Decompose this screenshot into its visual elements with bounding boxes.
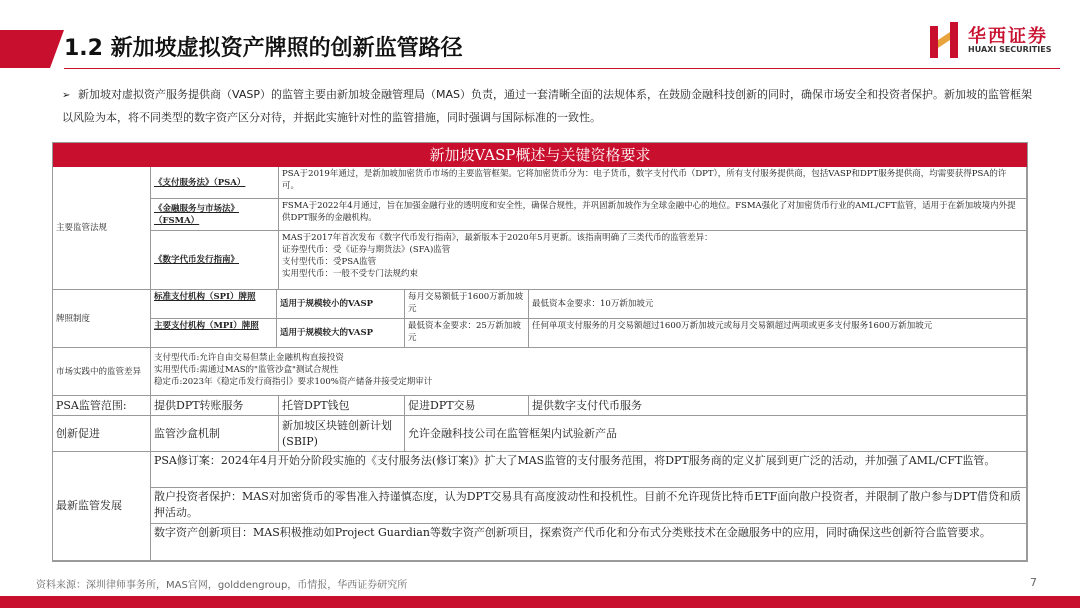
- title-accent-bar: [0, 30, 50, 68]
- guide-line: 支付型代币：受PSA监管: [282, 257, 377, 267]
- row-label-laws: 主要监管法规: [53, 167, 151, 290]
- license-mpi-name: 主要支付机构（MPI）牌照: [151, 319, 277, 348]
- market-line: 稳定币:2023年《稳定币发行商指引》要求100%资产储备并接受定期审计: [154, 377, 433, 387]
- logo-chinese-name: 华西证券: [968, 26, 1048, 47]
- latest-item-psa: PSA修订案：2024年4月开始分阶段实施的《支付服务法(修订案)》扩大了MAS监管的支付服务范围，将DPT服务商的定义扩展到更广泛的活动，并加强了AML/CFT监管。: [151, 452, 1027, 488]
- guide-line: 实用型代币：一般不受专门法规约束: [282, 269, 419, 279]
- license-mpi-scope: 适用于规模较大的VASP: [277, 319, 405, 348]
- license-mpi-volume: 任何单项支付服务的月交易额超过1600万新加坡元或每月交易额超过两项或更多支付服务1600万新加坡元: [529, 319, 1027, 348]
- market-line: 实用型代币:需通过MAS的"监管沙盒"测试合规性: [154, 365, 339, 375]
- bullet-arrow-icon: ➢: [62, 90, 71, 101]
- row-label-market: 市场实践中的监管差异: [53, 348, 151, 396]
- huaxi-logo-icon: [928, 20, 962, 60]
- source-note: 资料来源：深圳律师事务所，MAS官网，golddengroup，币情报，华西证券研究所: [36, 580, 408, 591]
- intro-bullet: [62, 84, 1042, 129]
- logo-english-name: HUAXI SECURITIES: [968, 45, 1052, 54]
- scope-item: 提供DPT转账服务: [151, 396, 279, 416]
- market-practice: [151, 348, 1027, 396]
- license-spi-volume: 每月交易额低于1600万新加坡元: [405, 290, 529, 319]
- footer-bar: [0, 596, 1080, 608]
- law-fsma-name: 《金融服务与市场法》（FSMA）: [151, 199, 279, 231]
- law-psa-desc: PSA于2019年通过，是新加坡加密货币市场的主要监管框架。它将加密货币分为：电子货币，数字支付代币（DPT），所有支付服务提供商，包括VASP和DPT服务提供商，均需要获得PSA的许可。: [279, 167, 1027, 199]
- row-label-latest: 最新监管发展: [53, 452, 151, 561]
- row-label-license: 牌照制度: [53, 290, 151, 348]
- license-spi-scope: 适用于规模较小的VASP: [277, 290, 405, 319]
- latest-item-retail: 散户投资者保护：MAS对加密货币的零售准入持谨慎态度，认为DPT交易具有高度波动性和投机性。目前不允许现货比特币ETF面向散户投资者，并限制了散户参与DPT借贷和质押活动。: [151, 488, 1027, 524]
- market-line: 支付型代币:允许自由交易但禁止金融机构直接投资: [154, 353, 344, 363]
- license-spi-name: 标准支付机构（SPI）牌照: [151, 290, 277, 319]
- title-divider: [64, 68, 1060, 69]
- table-title: 新加坡VASP概述与关键资格要求: [53, 143, 1027, 167]
- page-title: 1.2 新加坡虚拟资产牌照的创新监管路径: [64, 36, 463, 61]
- intro-text: 新加坡对虚拟资产服务提供商（VASP）的监管主要由新加坡金融管理局（MAS）负责，通过一套清晰全面的法规体系，在鼓励金融科技创新的同时，确保市场安全和投资者保护。新加坡的监管框架以风险为本，将不同类型的数字资产区分对待，并据此实施针对性的监管措施，同时强调与国际标准的一致性。: [62, 88, 1032, 124]
- scope-item: 托管DPT钱包: [279, 396, 405, 416]
- row-label-scope: PSA监管范围:: [53, 396, 151, 416]
- page-number: 7: [1030, 576, 1037, 589]
- law-fsma-desc: FSMA于2022年4月通过，旨在加强金融行业的透明度和安全性，确保合规性，并巩固新加坡作为全球金融中心的地位。FSMA强化了对加密货币行业的AML/CFT监管，适用于在新加坡境内外提供DPT服务的金融机构。: [279, 199, 1027, 231]
- row-label-innovation: 创新促进: [53, 416, 151, 452]
- guide-line: MAS于2017年首次发布《数字代币发行指南》，最新版本于2020年5月更新。该指南明确了三类代币的监管差异：: [282, 233, 713, 243]
- license-mpi-capital: 最低资本金要求：25万新加坡元: [405, 319, 529, 348]
- innovation-item: 新加坡区块链创新计划(SBIP): [279, 416, 405, 452]
- license-spi-capital: 最低资本金要求：10万新加坡元: [529, 290, 1027, 319]
- company-logo: [928, 20, 1068, 62]
- innovation-item: 允许金融科技公司在监管框架内试验新产品: [405, 416, 1027, 452]
- guide-line: 证券型代币：受《证券与期货法》(SFA)监管: [282, 245, 451, 255]
- law-guide-desc: [279, 231, 1027, 290]
- scope-item: 促进DPT交易: [405, 396, 529, 416]
- vasp-table: [52, 142, 1028, 562]
- latest-item-innovation: 数字资产创新项目：MAS积极推动如Project Guardian等数字资产创新项目，探索资产代币化和分布式分类账技术在金融服务中的应用，同时确保这些创新符合监管要求。: [151, 524, 1027, 561]
- innovation-item: 监管沙盒机制: [151, 416, 279, 452]
- scope-item: 提供数字支付代币服务: [529, 396, 1027, 416]
- law-guide-name: 《数字代币发行指南》: [151, 231, 279, 290]
- law-psa-name: 《支付服务法》（PSA）: [151, 167, 279, 199]
